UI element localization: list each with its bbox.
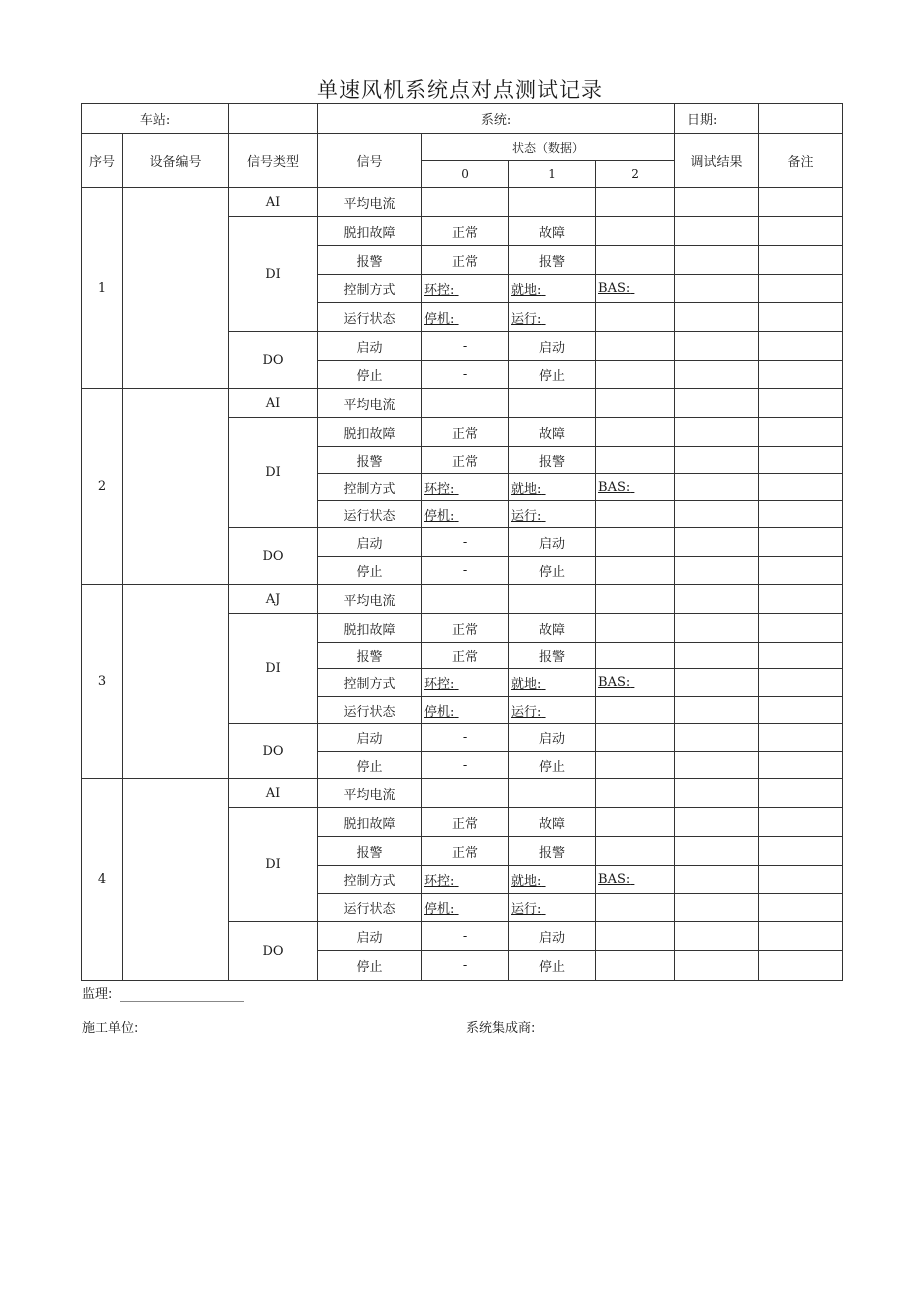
document-title: 单速风机系统点对点测试记录: [317, 78, 603, 102]
state-1-cell: 启动: [509, 332, 596, 361]
state-1-cell: [509, 585, 596, 614]
signal-type-cell: DI: [229, 418, 318, 528]
state-value: 就地:: [511, 677, 542, 692]
state-1-cell: 停止: [509, 752, 596, 779]
state-fill-blank[interactable]: [630, 480, 634, 495]
state-0-cell: -: [422, 724, 509, 752]
state-1-cell: [509, 894, 596, 922]
state-fill-blank[interactable]: [454, 874, 458, 889]
state-value: BAS:: [598, 281, 631, 296]
state-2-cell: [596, 643, 675, 669]
remark-cell[interactable]: [759, 614, 843, 643]
test-result-cell[interactable]: [675, 697, 759, 724]
state-0-cell: [422, 669, 509, 697]
state-2-cell: [596, 585, 675, 614]
state-fill-blank[interactable]: [454, 482, 458, 497]
state-1-cell: 故障: [509, 614, 596, 643]
test-result-cell[interactable]: [675, 528, 759, 557]
station-label: 车站:: [82, 104, 229, 134]
state-2-cell: [596, 501, 675, 528]
signal-name-cell: 控制方式: [318, 866, 422, 894]
seq-cell: 1: [82, 188, 123, 389]
state-2-cell: [596, 697, 675, 724]
signal-name-cell: 停止: [318, 951, 422, 981]
integrator-label: 系统集成商:: [466, 1021, 536, 1036]
state-1-cell: 启动: [509, 724, 596, 752]
test-record-table: [81, 103, 843, 981]
state-2-cell: [596, 389, 675, 418]
remark-cell[interactable]: [759, 894, 843, 922]
state-0-cell: [422, 697, 509, 724]
state-2-cell: [596, 779, 675, 808]
remark-cell[interactable]: [759, 669, 843, 697]
state-fill-blank[interactable]: [454, 705, 458, 720]
test-result-cell[interactable]: [675, 837, 759, 866]
state-value: BAS:: [598, 872, 631, 887]
state-1-cell: 报警: [509, 837, 596, 866]
state-value: 环控:: [424, 283, 455, 298]
state-1-cell: [509, 303, 596, 332]
table-row: [82, 779, 843, 808]
remark-cell[interactable]: [759, 724, 843, 752]
state-fill-blank[interactable]: [541, 677, 545, 692]
device-id-cell[interactable]: [123, 188, 229, 389]
remark-cell[interactable]: [759, 501, 843, 528]
device-id-cell[interactable]: [123, 585, 229, 779]
remark-cell[interactable]: [759, 217, 843, 246]
state-1-cell: [509, 389, 596, 418]
device-id-cell[interactable]: [123, 389, 229, 585]
test-result-cell[interactable]: [675, 389, 759, 418]
signal-name-cell: 报警: [318, 837, 422, 866]
signal-name-cell: 启动: [318, 332, 422, 361]
test-result-cell[interactable]: [675, 779, 759, 808]
remark-cell[interactable]: [759, 528, 843, 557]
test-result-cell[interactable]: [675, 557, 759, 585]
remark-cell[interactable]: [759, 474, 843, 501]
signal-type-cell: DO: [229, 332, 318, 389]
state-1-cell: [509, 669, 596, 697]
signal-type-cell: DO: [229, 724, 318, 779]
state-0-cell: -: [422, 361, 509, 389]
state-2-cell: [596, 894, 675, 922]
test-result-cell[interactable]: [675, 188, 759, 217]
state-fill-blank[interactable]: [541, 874, 545, 889]
state-0-cell: -: [422, 922, 509, 951]
state-fill-blank[interactable]: [454, 509, 458, 524]
signal-name-cell: 停止: [318, 361, 422, 389]
state-2-cell: [596, 951, 675, 981]
state-fill-blank[interactable]: [541, 705, 545, 720]
state-0-cell: -: [422, 332, 509, 361]
state-2-cell: [596, 447, 675, 474]
col-signal-header: 信号: [318, 134, 422, 188]
remark-cell[interactable]: [759, 808, 843, 837]
state-1-cell: [509, 474, 596, 501]
test-result-cell[interactable]: [675, 275, 759, 303]
state-fill-blank[interactable]: [630, 872, 634, 887]
device-id-cell[interactable]: [123, 779, 229, 981]
state-value: 停机:: [424, 311, 455, 327]
table-body: [82, 104, 843, 981]
signal-name-cell: 启动: [318, 724, 422, 752]
seq-cell: 3: [82, 585, 123, 779]
state-1-cell: 停止: [509, 361, 596, 389]
state-value: 停机:: [424, 508, 455, 524]
test-result-cell[interactable]: [675, 922, 759, 951]
remark-cell[interactable]: [759, 303, 843, 332]
state-value: 环控:: [424, 481, 455, 497]
state-fill-blank[interactable]: [454, 677, 458, 692]
state-fill-blank[interactable]: [454, 312, 458, 327]
state-value: 环控:: [424, 874, 455, 889]
remark-cell[interactable]: [759, 361, 843, 389]
signal-type-cell: DI: [229, 614, 318, 724]
state-1-cell: [509, 697, 596, 724]
state-value: BAS:: [598, 675, 631, 690]
state-2-cell: [596, 332, 675, 361]
signal-name-cell: 平均电流: [318, 585, 422, 614]
table-row: [82, 389, 843, 418]
state-value: BAS:: [598, 479, 631, 495]
signal-name-cell: 脱扣故障: [318, 418, 422, 447]
signal-type-cell: AI: [229, 779, 318, 808]
test-result-cell[interactable]: [675, 808, 759, 837]
system-label: 系统:: [318, 104, 675, 134]
test-result-cell[interactable]: [675, 361, 759, 389]
state-fill-blank[interactable]: [541, 482, 545, 497]
state-value: 就地:: [511, 874, 542, 889]
test-result-cell[interactable]: [675, 614, 759, 643]
state-0-cell: [422, 585, 509, 614]
remark-cell[interactable]: [759, 866, 843, 894]
state-0-cell: -: [422, 528, 509, 557]
supervisor-sign: [82, 983, 244, 1002]
signal-type-cell: AI: [229, 389, 318, 418]
signal-name-cell: 脱扣故障: [318, 614, 422, 643]
state-2-cell: [596, 614, 675, 643]
remark-cell[interactable]: [759, 246, 843, 275]
state-0-cell: [422, 779, 509, 808]
remark-cell[interactable]: [759, 275, 843, 303]
state-1-header: 1: [509, 161, 596, 188]
signal-name-cell: 报警: [318, 643, 422, 669]
test-result-cell[interactable]: [675, 501, 759, 528]
test-result-cell[interactable]: [675, 585, 759, 614]
signal-name-cell: 报警: [318, 447, 422, 474]
signal-type-cell: AJ: [229, 585, 318, 614]
state-1-cell: 故障: [509, 418, 596, 447]
state-1-cell: [509, 275, 596, 303]
remark-cell[interactable]: [759, 389, 843, 418]
state-1-cell: [509, 866, 596, 894]
state-value: 就地:: [511, 283, 542, 298]
state-2-cell: [596, 217, 675, 246]
state-fill-blank[interactable]: [630, 675, 634, 690]
state-0-cell: 正常: [422, 808, 509, 837]
state-2-cell: [596, 837, 675, 866]
signal-name-cell: 平均电流: [318, 389, 422, 418]
signal-name-cell: 报警: [318, 246, 422, 275]
state-value: 运行:: [511, 704, 542, 720]
state-0-cell: [422, 474, 509, 501]
state-2-cell: [596, 246, 675, 275]
signal-name-cell: 控制方式: [318, 669, 422, 697]
state-value: 就地:: [511, 481, 542, 497]
signal-type-cell: DO: [229, 922, 318, 981]
signal-type-cell: DO: [229, 528, 318, 585]
state-0-cell: 正常: [422, 447, 509, 474]
test-result-cell[interactable]: [675, 866, 759, 894]
state-0-cell: [422, 188, 509, 217]
test-result-cell[interactable]: [675, 894, 759, 922]
state-0-cell: 正常: [422, 246, 509, 275]
state-2-cell: [596, 808, 675, 837]
col-device-header: 设备编号: [123, 134, 229, 188]
seq-cell: 4: [82, 779, 123, 981]
header-row-1: [82, 104, 843, 134]
state-2-cell: [596, 528, 675, 557]
date-field[interactable]: [759, 104, 843, 134]
test-result-cell[interactable]: [675, 474, 759, 501]
state-0-cell: [422, 866, 509, 894]
state-1-cell: 停止: [509, 557, 596, 585]
state-fill-blank[interactable]: [541, 902, 545, 917]
signal-name-cell: 控制方式: [318, 474, 422, 501]
signal-name-cell: 运行状态: [318, 894, 422, 922]
remark-cell[interactable]: [759, 585, 843, 614]
signal-name-cell: 停止: [318, 752, 422, 779]
remark-cell[interactable]: [759, 447, 843, 474]
state-value: 运行:: [511, 311, 542, 327]
state-0-cell: -: [422, 557, 509, 585]
remark-cell[interactable]: [759, 922, 843, 951]
state-0-cell: 正常: [422, 837, 509, 866]
state-2-cell: [596, 557, 675, 585]
header-row-2: [82, 134, 843, 161]
test-result-cell[interactable]: [675, 643, 759, 669]
remark-cell[interactable]: [759, 418, 843, 447]
signal-name-cell: 运行状态: [318, 501, 422, 528]
test-result-cell[interactable]: [675, 418, 759, 447]
test-result-cell[interactable]: [675, 447, 759, 474]
signal-name-cell: 启动: [318, 922, 422, 951]
state-2-cell: [596, 275, 675, 303]
state-0-cell: 正常: [422, 418, 509, 447]
remark-cell[interactable]: [759, 332, 843, 361]
state-1-cell: 报警: [509, 246, 596, 275]
remark-cell[interactable]: [759, 697, 843, 724]
state-0-header: 0: [422, 161, 509, 188]
col-type-header: 信号类型: [229, 134, 318, 188]
state-2-cell: [596, 669, 675, 697]
state-0-cell: [422, 894, 509, 922]
signal-name-cell: 脱扣故障: [318, 808, 422, 837]
remark-cell[interactable]: [759, 779, 843, 808]
state-1-cell: 报警: [509, 447, 596, 474]
col-result-header: 调试结果: [675, 134, 759, 188]
state-0-cell: [422, 303, 509, 332]
signal-name-cell: 脱扣故障: [318, 217, 422, 246]
state-2-cell: [596, 866, 675, 894]
signal-name-cell: 停止: [318, 557, 422, 585]
state-value: 运行:: [511, 902, 542, 917]
signal-name-cell: 平均电流: [318, 188, 422, 217]
state-value: 停机:: [424, 902, 455, 917]
state-0-cell: [422, 389, 509, 418]
signal-type-cell: AI: [229, 188, 318, 217]
date-label: 日期:: [675, 104, 759, 134]
remark-cell[interactable]: [759, 752, 843, 779]
state-fill-blank[interactable]: [541, 283, 545, 298]
state-1-cell: 故障: [509, 808, 596, 837]
test-result-cell[interactable]: [675, 303, 759, 332]
state-2-cell: [596, 188, 675, 217]
state-2-cell: [596, 922, 675, 951]
test-result-cell[interactable]: [675, 752, 759, 779]
remark-cell[interactable]: [759, 837, 843, 866]
station-field[interactable]: [229, 104, 318, 134]
state-value: 运行:: [511, 508, 542, 524]
state-1-cell: [509, 779, 596, 808]
state-2-cell: [596, 303, 675, 332]
state-value: 环控:: [424, 677, 455, 692]
state-1-cell: 报警: [509, 643, 596, 669]
signal-name-cell: 运行状态: [318, 697, 422, 724]
state-2-cell: [596, 752, 675, 779]
state-1-cell: 启动: [509, 528, 596, 557]
state-0-cell: [422, 501, 509, 528]
signal-type-cell: DI: [229, 217, 318, 332]
state-1-cell: [509, 188, 596, 217]
test-result-cell[interactable]: [675, 951, 759, 981]
state-0-cell: 正常: [422, 217, 509, 246]
signal-name-cell: 平均电流: [318, 779, 422, 808]
contractor-label: 施工单位:: [82, 1021, 139, 1036]
test-result-cell[interactable]: [675, 724, 759, 752]
supervisor-signature-line[interactable]: [120, 991, 244, 1002]
remark-cell[interactable]: [759, 557, 843, 585]
state-1-cell: 停止: [509, 951, 596, 981]
col-seq-header: 序号: [82, 134, 123, 188]
state-1-cell: [509, 501, 596, 528]
col-state-header: 状态（数据）: [422, 134, 675, 161]
remark-cell[interactable]: [759, 188, 843, 217]
test-result-cell[interactable]: [675, 217, 759, 246]
test-result-cell[interactable]: [675, 246, 759, 275]
table-row: [82, 585, 843, 614]
state-1-cell: 启动: [509, 922, 596, 951]
signal-name-cell: 启动: [318, 528, 422, 557]
state-value: 停机:: [424, 704, 455, 720]
state-fill-blank[interactable]: [630, 281, 634, 296]
col-remark-header: 备注: [759, 134, 843, 188]
state-fill-blank[interactable]: [541, 509, 545, 524]
state-1-cell: 故障: [509, 217, 596, 246]
state-2-header: 2: [596, 161, 675, 188]
supervisor-label: 监理:: [82, 987, 113, 1002]
state-0-cell: -: [422, 951, 509, 981]
state-2-cell: [596, 724, 675, 752]
state-0-cell: [422, 275, 509, 303]
remark-cell[interactable]: [759, 643, 843, 669]
state-0-cell: 正常: [422, 614, 509, 643]
state-2-cell: [596, 474, 675, 501]
test-result-cell[interactable]: [675, 332, 759, 361]
state-2-cell: [596, 418, 675, 447]
remark-cell[interactable]: [759, 951, 843, 981]
signal-name-cell: 运行状态: [318, 303, 422, 332]
state-fill-blank[interactable]: [454, 283, 458, 298]
signal-name-cell: 控制方式: [318, 275, 422, 303]
state-fill-blank[interactable]: [541, 312, 545, 327]
state-0-cell: 正常: [422, 643, 509, 669]
state-2-cell: [596, 361, 675, 389]
state-fill-blank[interactable]: [454, 902, 458, 917]
state-0-cell: -: [422, 752, 509, 779]
table-row: [82, 188, 843, 217]
test-result-cell[interactable]: [675, 669, 759, 697]
signal-type-cell: DI: [229, 808, 318, 922]
seq-cell: 2: [82, 389, 123, 585]
